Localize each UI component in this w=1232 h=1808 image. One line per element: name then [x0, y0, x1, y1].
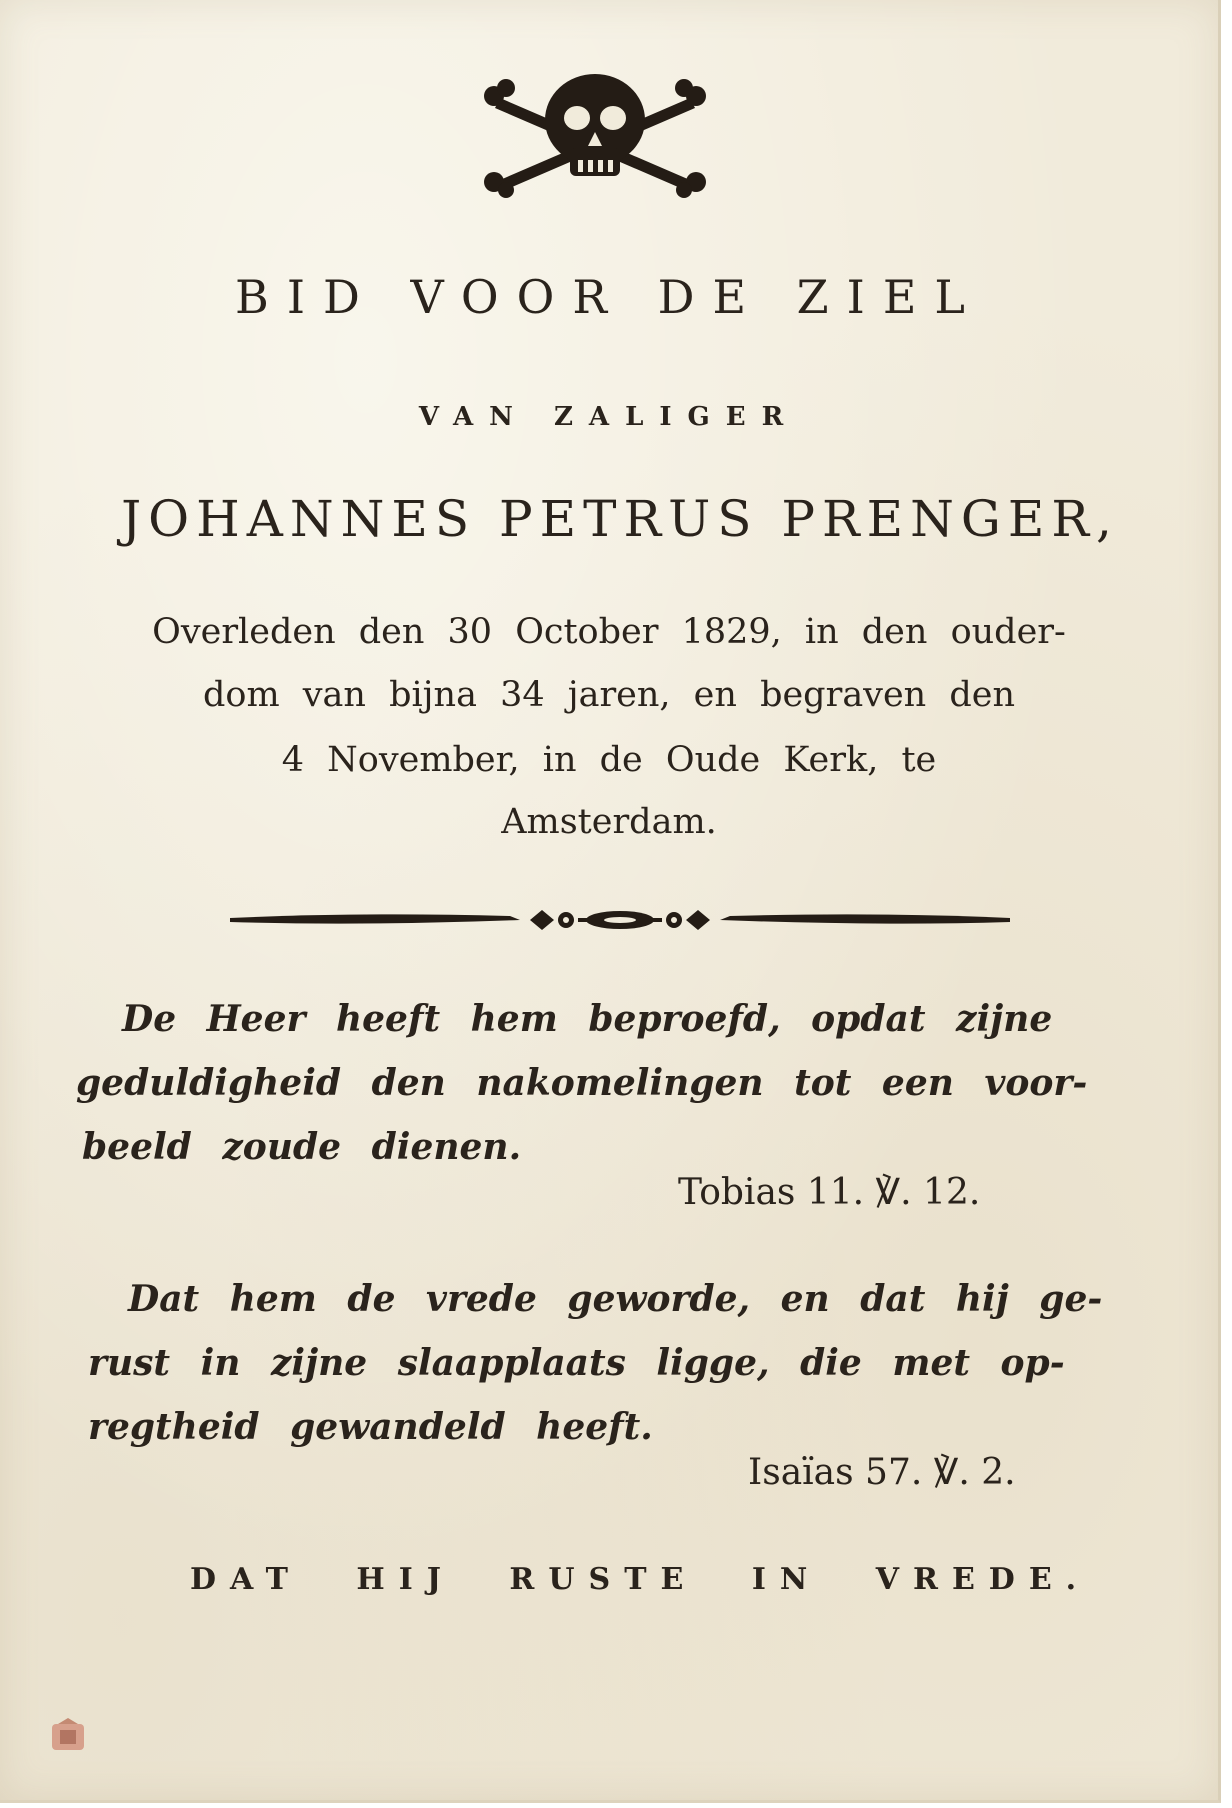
verse-1-line-3: beeld zoude dienen.	[82, 1126, 522, 1168]
details-line-1: Overleden den 30 October 1829, in den ouder-	[152, 612, 1066, 652]
details-line-2: dom van bijna 34 jaren, en begraven den	[202, 675, 1015, 715]
seal-stamp-icon	[50, 1718, 86, 1754]
verse-2-line-1: Dat hem de vrede geworde, en dat hij ge-	[128, 1278, 1103, 1320]
verse-2-reference: Isaïas 57. ℣. 2.	[748, 1452, 1016, 1493]
closing-line: DAT HIJ RUSTE IN VREDE.	[190, 1562, 1091, 1597]
verse-2-line-2: rust in zijne slaapplaats ligge, die met op-	[88, 1342, 1065, 1384]
details-line-4: Amsterdam.	[501, 802, 717, 842]
skull-and-crossbones-icon	[480, 68, 710, 198]
verse-2-line-3: regtheid gewandeld heeft.	[88, 1406, 653, 1448]
verse-1-line-1: De Heer heeft hem beproefd, opdat zijne	[122, 998, 1053, 1040]
verse-1-line-2: geduldigheid den nakomelingen tot een voor-	[76, 1062, 1088, 1104]
card-title: BID VOOR DE ZIEL	[235, 270, 983, 324]
card-subtitle: VAN ZALIGER	[418, 402, 800, 432]
ornamental-divider	[230, 902, 1010, 938]
verse-1-reference: Tobias 11. ℣. 12.	[678, 1172, 981, 1213]
details-line-3: 4 November, in de Oude Kerk, te	[281, 740, 937, 780]
deceased-name: JOHANNES PETRUS PRENGER,	[121, 490, 1119, 548]
